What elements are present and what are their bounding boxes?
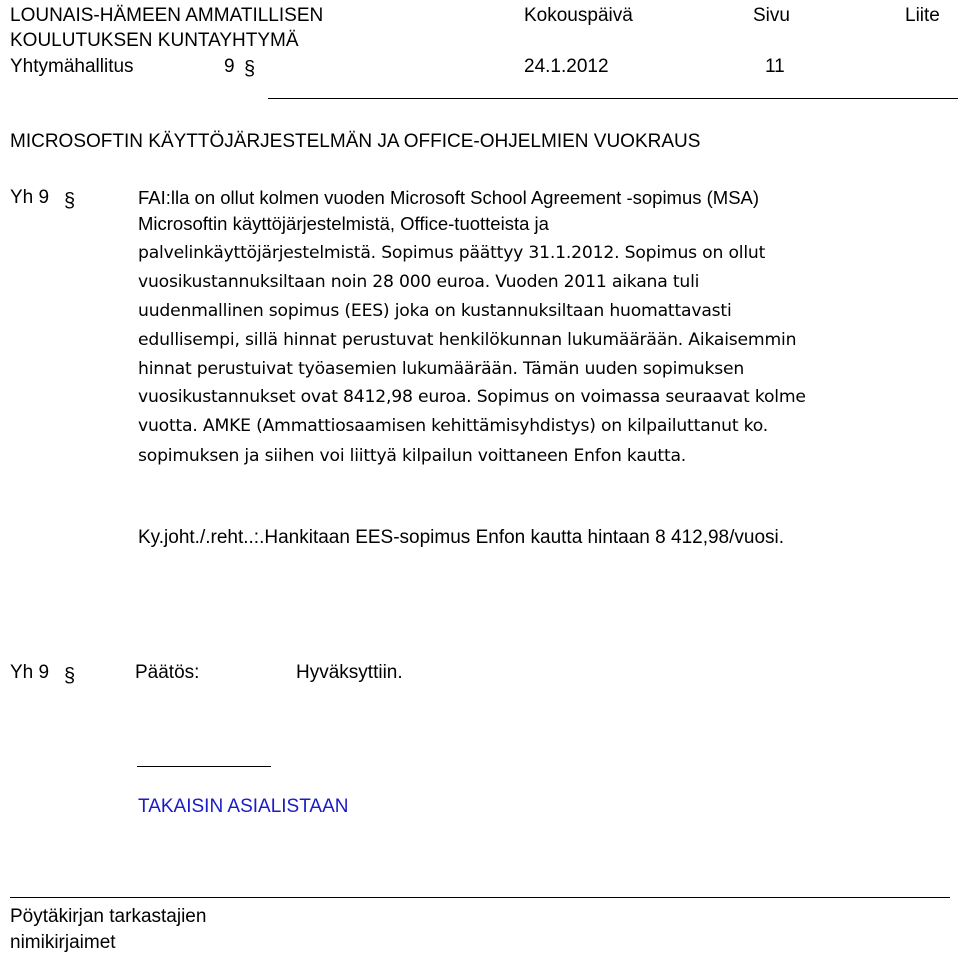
separator-rule <box>137 766 271 767</box>
header-rule <box>268 98 958 99</box>
date-label: Kokouspäivä <box>524 5 633 26</box>
decision-ref: Yh 9 <box>10 662 50 683</box>
item-line: palvelinkäyttöjärjestelmistä. Sopimus päättyy 31.1.2012. Sopimus on ollut <box>138 243 766 263</box>
decision-value: Hyväksyttiin. <box>296 662 403 683</box>
org-name-line1: LOUNAIS-HÄMEEN AMMATILLISEN <box>10 5 324 26</box>
footer-line2: nimikirjaimet <box>10 932 116 953</box>
date-value: 24.1.2012 <box>524 56 609 77</box>
org-name-line2: KOULUTUKSEN KUNTAYHTYMÄ <box>10 30 299 51</box>
item-section-symbol: § <box>64 190 76 212</box>
page-label: Sivu <box>753 5 790 26</box>
document-title: MICROSOFTIN KÄYTTÖJÄRJESTELMÄN JA OFFICE-OHJELMIEN VUOKRAUS <box>10 131 701 152</box>
item-line: FAI:lla on ollut kolmen vuoden Microsoft School Agreement -sopimus (MSA) <box>138 187 760 208</box>
section-number: 9 <box>224 56 235 77</box>
item-line: vuotta. AMKE (Ammattiosaamisen kehittämisyhdistys) on kilpailuttanut ko. <box>138 416 769 436</box>
proposal-text: Ky.joht./.reht..:.Hankitaan EES-sopimus Enfon kautta hintaan 8 412,98/vuosi. <box>138 527 785 548</box>
item-line: uudenmallinen sopimus (EES) joka on kustannuksiltaan huomattavasti <box>138 301 732 321</box>
item-line: edullisempi, sillä hinnat perustuvat henkilökunnan lukumäärään. Aikaisemmin <box>138 330 797 350</box>
footer-rule <box>10 897 950 898</box>
back-to-agenda-link[interactable]: TAKAISIN ASIALISTAAN <box>138 796 349 817</box>
item-line: vuosikustannuksiltaan noin 28 000 euroa. Vuoden 2011 aikana tuli <box>138 272 700 292</box>
item-ref: Yh 9 <box>10 187 50 208</box>
item-line: sopimuksen ja siihen voi liittyä kilpailun voittaneen Enfon kautta. <box>138 446 687 466</box>
decision-label: Päätös: <box>135 662 200 683</box>
section-symbol: § <box>244 58 256 80</box>
decision-section-symbol: § <box>64 665 76 687</box>
item-line: hinnat perustuivat työasemien lukumäärään. Tämän uuden sopimuksen <box>138 359 745 379</box>
appendix-label: Liite <box>905 5 940 26</box>
body-label: Yhtymähallitus <box>10 56 134 77</box>
item-line: vuosikustannukset ovat 8412,98 euroa. Sopimus on voimassa seuraavat kolme <box>138 387 806 407</box>
page-value: 11 <box>765 56 785 77</box>
item-line: Microsoftin käyttöjärjestelmistä, Office-tuotteista ja <box>138 213 549 234</box>
footer-line1: Pöytäkirjan tarkastajien <box>10 906 207 927</box>
